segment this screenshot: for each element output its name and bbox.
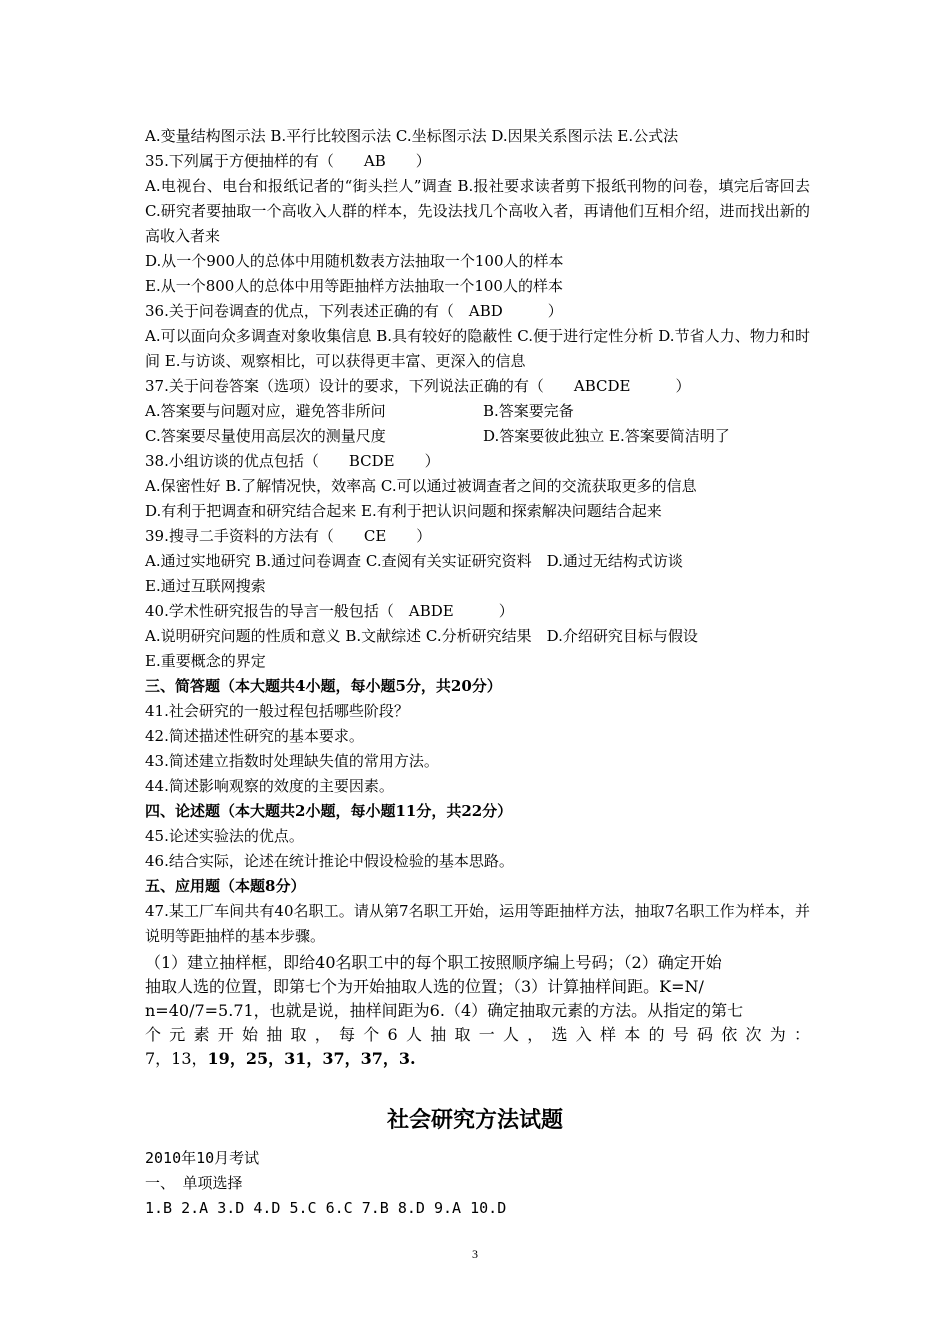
answer-line-5-start: 7，13， [145, 1049, 208, 1068]
q37-option-a: A.答案要与问题对应，避免答非所问 [145, 402, 386, 420]
answer-line-5 [145, 1047, 810, 1071]
q44: 44.简述影响观察的效度的主要因素。 [145, 777, 394, 795]
answer-line-1: （1）建立抽样框，即给40名职工中的每个职工按照顺序编上号码；（2）确定开始 [145, 953, 722, 972]
q43: 43.简述建立指数时处理缺失值的常用方法。 [145, 752, 439, 770]
answer-line-2: 抽取人选的位置，即第七个为开始抽取人选的位置；（3）计算抽样间距。K=N/ [145, 977, 704, 996]
q47-answer [145, 951, 810, 1071]
answer-line-5-bold: 19，25，31，37，37，3. [207, 1049, 416, 1068]
q38-options-d: D.有利于把调查和研究结合起来 E.有利于把认识问题和探索解决问题结合起来 [145, 502, 662, 520]
q36-options: A.可以面向众多调查对象收集信息 B.具有较好的隐蔽性 C.便于进行定性分析 D.节省人力、物力和时间 E.与访谈、观察相比，可以获得更丰富、更深入的信息 [145, 327, 810, 370]
answer-key: 1.B 2.A 3.D 4.D 5.C 6.C 7.B 8.D 9.A 10.D [145, 1199, 507, 1217]
q47: 47.某工厂车间共有40名职工。请从第7名职工开始，运用等距抽样方法，抽取7名职工作为样本，并说明等距抽样的基本步骤。 [145, 902, 810, 945]
q39-stem: 39.搜寻二手资料的方法有（ CE ） [145, 527, 432, 545]
q45: 45.论述实验法的优点。 [145, 827, 304, 845]
exam-answers [145, 1146, 785, 1221]
q40-option-e: E.重要概念的界定 [145, 652, 266, 670]
q37-option-b: B.答案要完备 [483, 402, 574, 420]
q34-options: A.变量结构图示法 B.平行比较图示法 C.坐标图示法 D.因果关系图示法 E.公式法 [145, 127, 679, 145]
q37-stem: 37.关于问卷答案（选项）设计的要求，下列说法正确的有（ ABCDE ） [145, 377, 691, 395]
q35-option-e: E.从一个800人的总体中用等距抽样方法抽取一个100人的样本 [145, 277, 563, 295]
q37-options-row1 [145, 399, 810, 424]
q39-option-e: E.通过互联网搜索 [145, 577, 266, 595]
q37-options-row2 [145, 424, 810, 449]
q38-options: A.保密性好 B.了解情况快，效率高 C.可以通过被调查者之间的交流获取更多的信息 [145, 477, 697, 495]
q42: 42.简述描述性研究的基本要求。 [145, 727, 364, 745]
q41: 41.社会研究的一般过程包括哪些阶段？ [145, 702, 409, 720]
page-number: 3 [472, 1247, 478, 1261]
section-4-heading: 四、论述题（本大题共2小题，每小题11分，共22分） [145, 802, 513, 820]
q35-option-d: D.从一个900人的总体中用随机数表方法抽取一个100人的样本 [145, 252, 564, 270]
section-5-heading: 五、应用题（本题8分） [145, 877, 306, 895]
q37-option-d: D.答案要彼此独立 E.答案要简洁明了 [483, 427, 730, 445]
section-1-heading: 一、 单项选择 [145, 1174, 243, 1192]
q36-stem: 36.关于问卷调查的优点，下列表述正确的有（ ABD ） [145, 302, 563, 320]
q35-options: A.电视台、电台和报纸记者的“街头拦人”调查 B.报社要求读者剪下报纸刊物的问卷，填完后寄回去 C.研究者要抽取一个高收入人群的样本，先设法找几个高收入者，再请他们互相介绍，进而找出新的高收入者来 [145, 177, 810, 245]
section-3-heading: 三、简答题（本大题共4小题，每小题5分，共20分） [145, 677, 502, 695]
page-title: 社会研究方法试题 [386, 1108, 563, 1133]
answer-line-3: n=40/7=5.71，也就是说，抽样间距为6.（4）确定抽取元素的方法。从指定的第七 [145, 1001, 744, 1020]
question-block [145, 124, 810, 1071]
q38-stem: 38.小组访谈的优点包括（ BCDE ） [145, 452, 440, 470]
q39-options: A.通过实地研究 B.通过问卷调查 C.查阅有关实证研究资料 D.通过无结构式访谈 [145, 552, 683, 570]
answer-line-4: 个元素开始抽取，每个6人抽取一人，选入样本的号码依次为： [145, 1025, 810, 1044]
q40-options: A.说明研究问题的性质和意义 B.文献综述 C.分析研究结果 D.介绍研究目标与假设 [145, 627, 698, 645]
exam-date: 2010年10月考试 [145, 1149, 260, 1167]
q35-stem: 35.下列属于方便抽样的有（ AB ） [145, 152, 431, 170]
q40-stem: 40.学术性研究报告的导言一般包括（ ABDE ） [145, 602, 514, 620]
q37-option-c: C.答案要尽量使用高层次的测量尺度 [145, 427, 386, 445]
q46: 46.结合实际，论述在统计推论中假设检验的基本思路。 [145, 852, 514, 870]
